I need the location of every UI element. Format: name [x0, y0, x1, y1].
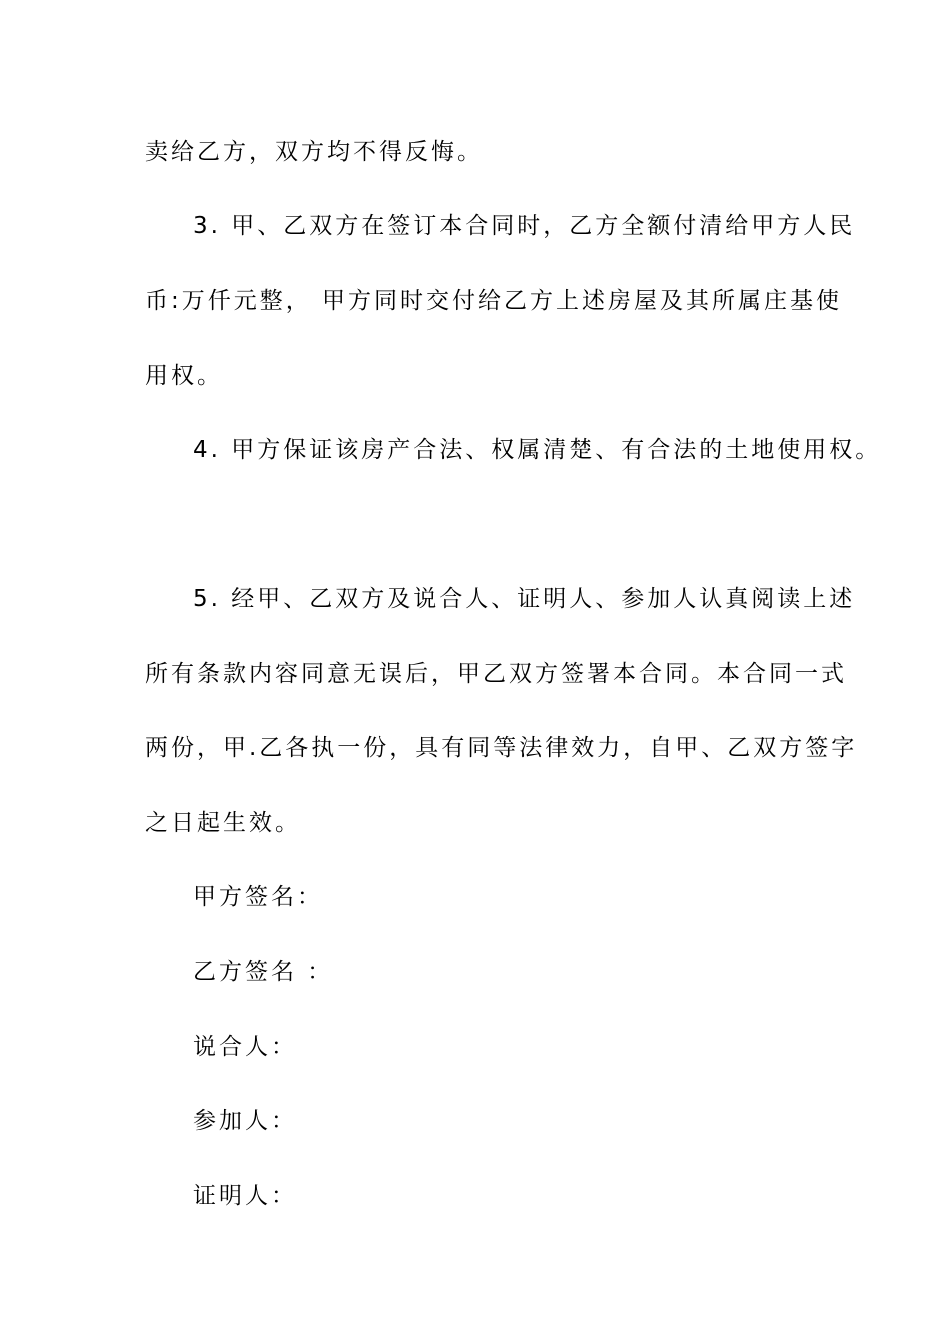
paragraph-continuation: 卖给乙方，双方均不得反悔。: [145, 139, 483, 165]
clause-5-line-1: 5. 经甲、乙双方及说合人、证明人、参加人认真阅读上述: [193, 586, 856, 612]
signature-mediator: 说合人：: [193, 1034, 297, 1060]
clause-5-line-3: 两份，甲.乙各执一份，具有同等法律效力，自甲、乙双方签字: [145, 735, 858, 761]
signature-party-a: 甲方签名：: [193, 884, 323, 910]
clause-3-line-3: 用权。: [145, 363, 223, 389]
clause-4-line-1: 4. 甲方保证该房产合法、权属清楚、有合法的土地使用权。: [193, 437, 882, 463]
signature-witness: 证明人：: [193, 1183, 297, 1209]
signature-participant: 参加人：: [193, 1108, 297, 1134]
clause-5-line-4: 之日起生效。: [145, 810, 301, 836]
clause-5-line-2: 所有条款内容同意无误后，甲乙双方签署本合同。本合同一式: [145, 661, 847, 687]
clause-3-line-2: 币:万仟元整， 甲方同时交付给乙方上述房屋及其所属庄基使: [145, 288, 843, 314]
signature-party-b: 乙方签名 ：: [193, 959, 334, 985]
clause-3-line-1: 3. 甲、乙双方在签订本合同时，乙方全额付清给甲方人民: [193, 213, 856, 239]
